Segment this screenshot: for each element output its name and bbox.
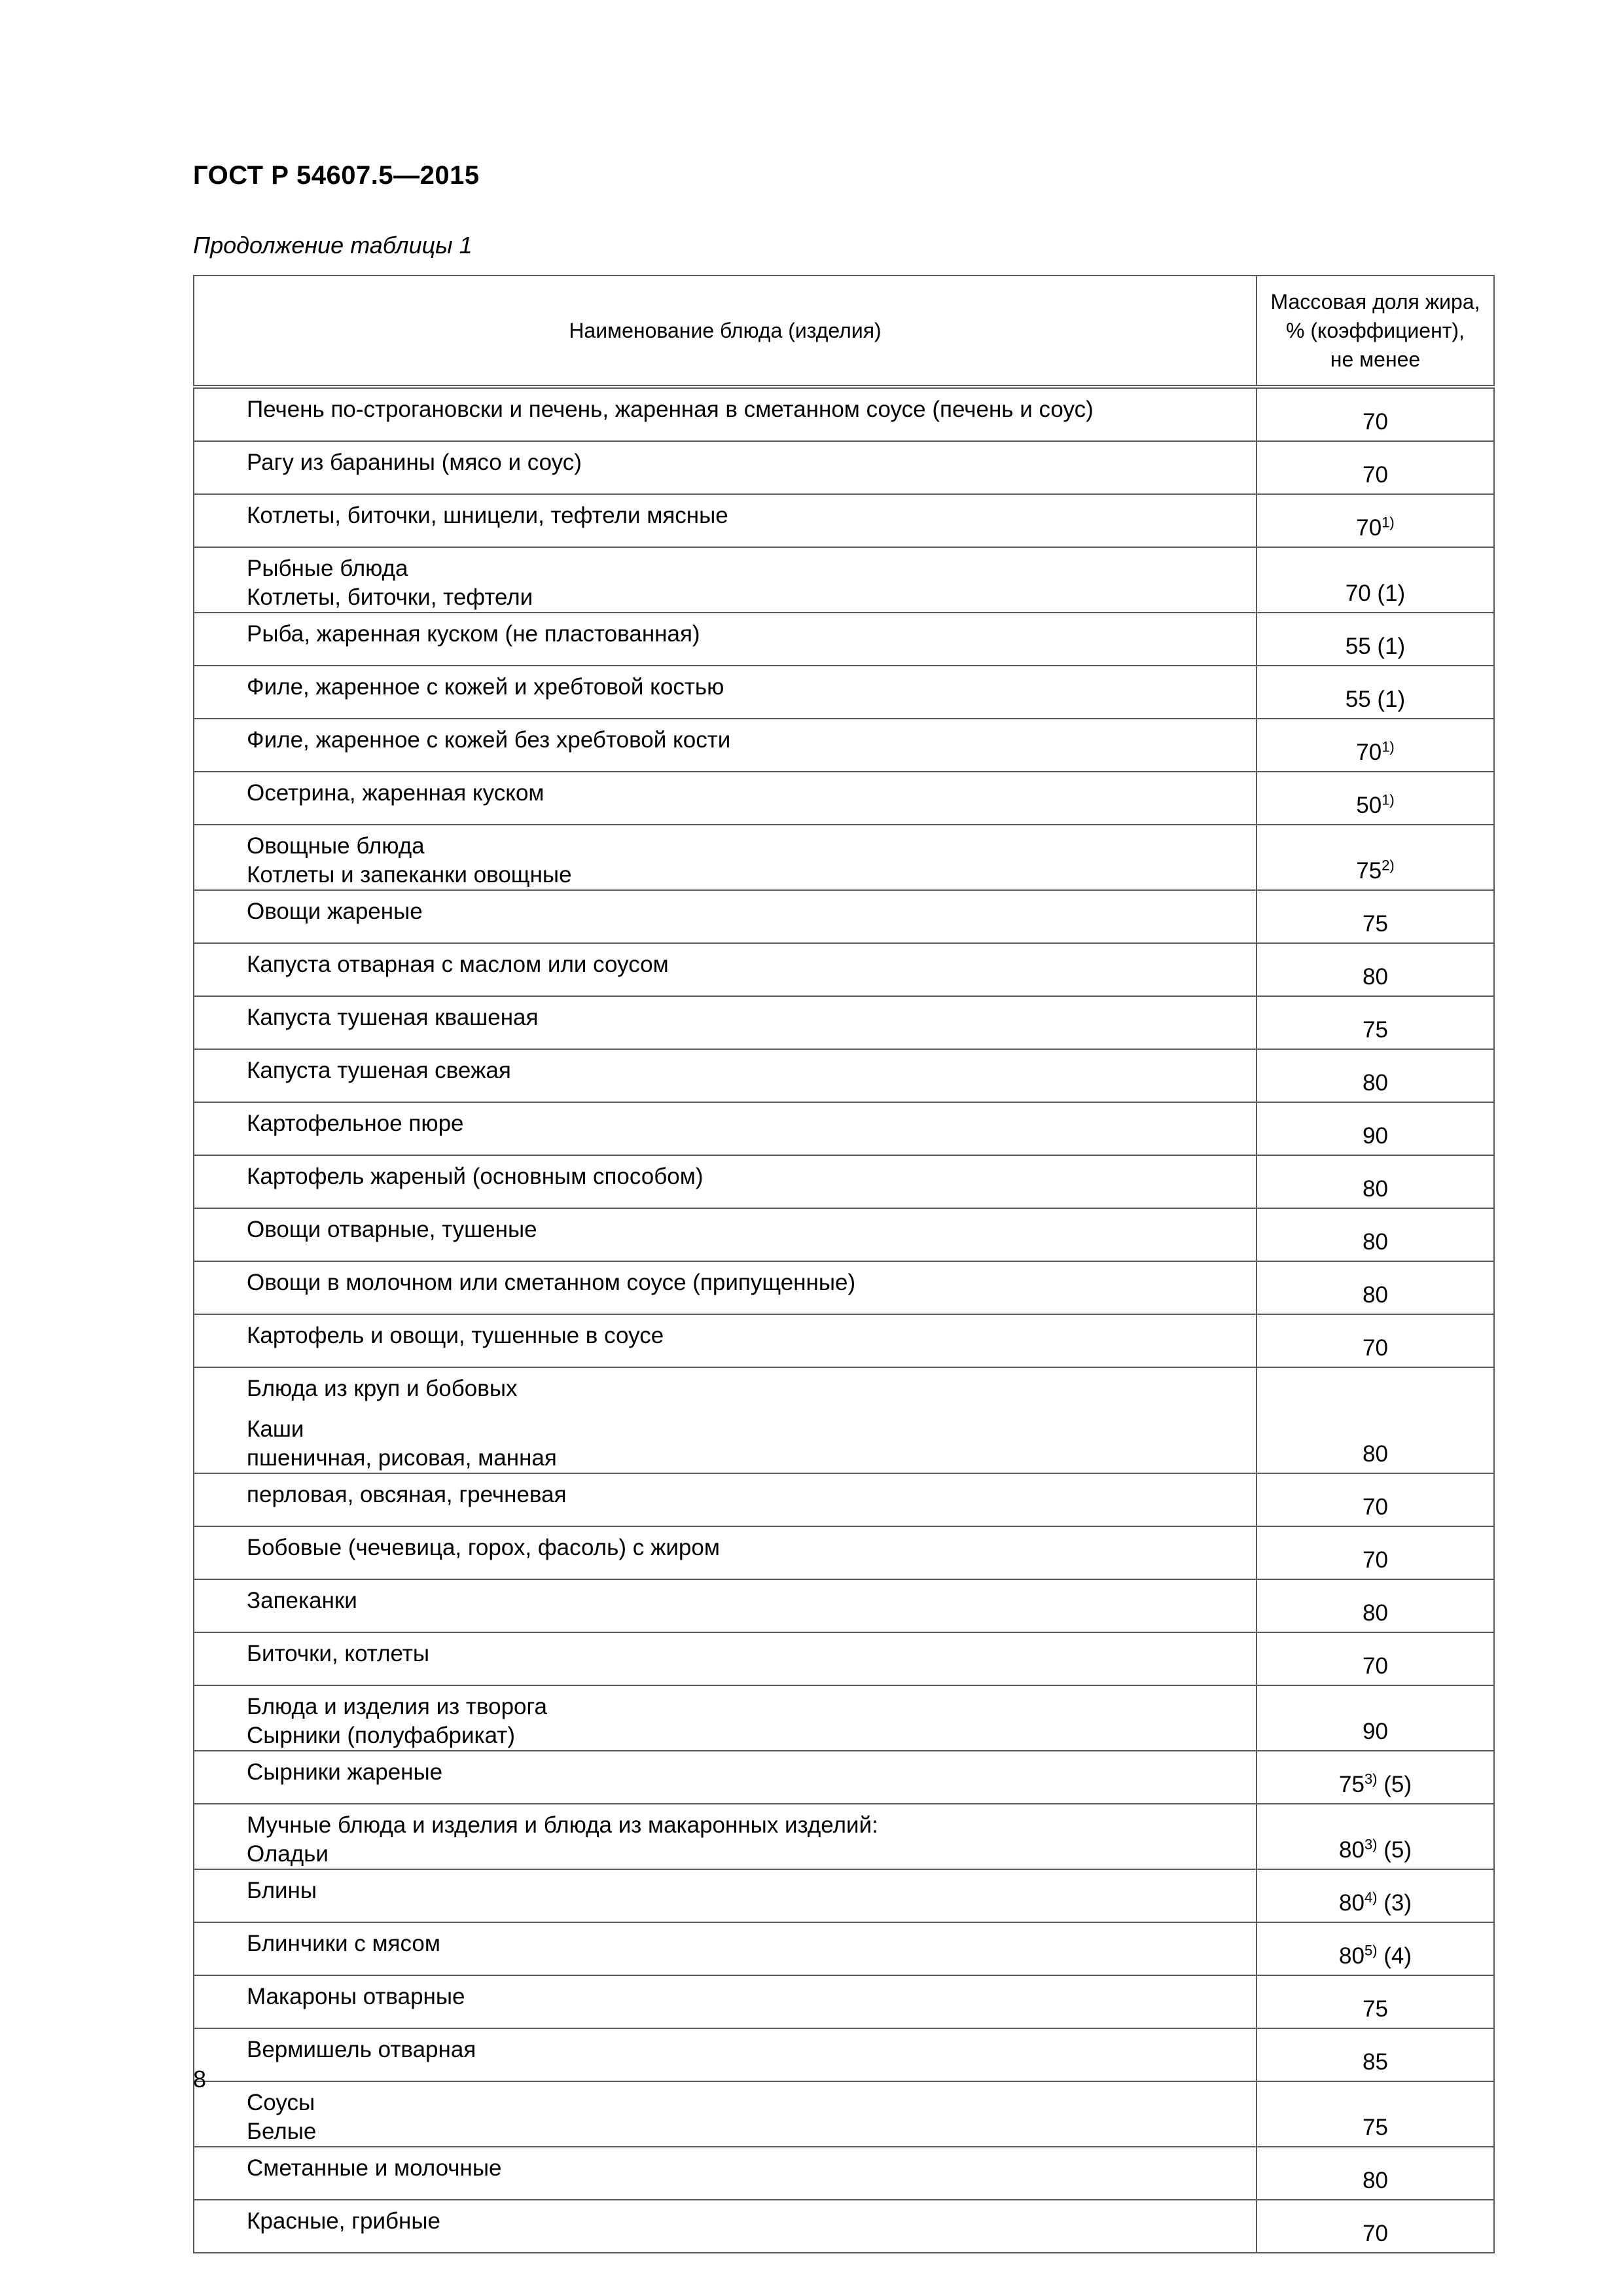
fat-value: 80 (1363, 2168, 1388, 2193)
fat-value: 70 (1363, 1653, 1388, 1679)
dish-name-cell (194, 1049, 1257, 1102)
header-fat-line: Массовая доля жира, (1270, 290, 1480, 314)
coefficient: (5) (1377, 1837, 1412, 1863)
dish-name-cell (194, 441, 1257, 494)
fat-value: 80 (1363, 1176, 1388, 1202)
dish-name-line: Сырники (полуфабрикат) (247, 1723, 515, 1748)
footnote-ref: 2) (1382, 857, 1395, 874)
table-row (194, 1208, 1494, 1261)
dish-name-line: Капуста тушеная квашеная (247, 1005, 539, 1030)
table-row (194, 1261, 1494, 1314)
table-row (194, 1579, 1494, 1632)
fat-value: 70 (1363, 409, 1388, 435)
dish-name-cell (194, 996, 1257, 1049)
fat-value: 80 (1363, 1441, 1388, 1467)
coefficient: (3) (1377, 1890, 1412, 1916)
fat-value-cell (1257, 1049, 1494, 1102)
fat-value: 75 (1339, 1772, 1364, 1797)
dish-name-line: Овощи отварные, тушеные (247, 1217, 537, 1242)
dish-name-cell (194, 890, 1257, 943)
dish-name-cell (194, 1367, 1257, 1473)
dish-name-cell (194, 387, 1257, 441)
fat-value: 80 (1339, 1943, 1364, 1969)
fat-value-cell (1257, 1975, 1494, 2028)
fat-value-cell (1257, 2028, 1494, 2081)
table-row (194, 996, 1494, 1049)
fat-value-cell (1257, 1155, 1494, 1208)
fat-value-cell (1257, 1473, 1494, 1526)
table-row (194, 772, 1494, 825)
dish-name-line: Печень по-строгановски и печень, жаренная в сметанном соусе (печень и соус) (247, 397, 1094, 422)
table-body (194, 387, 1494, 2253)
table-row (194, 1526, 1494, 1579)
table-row (194, 2028, 1494, 2081)
fat-value-cell (1257, 1632, 1494, 1685)
fat-value-cell (1257, 613, 1494, 666)
dish-name-cell (194, 1804, 1257, 1869)
table-row (194, 825, 1494, 890)
fat-value: 80 (1363, 1070, 1388, 1096)
dish-name-line: Блины (247, 1878, 317, 1903)
table-row (194, 441, 1494, 494)
fat-value: 90 (1363, 1123, 1388, 1149)
dish-name-line: Соусы (247, 2090, 315, 2115)
dish-name-cell (194, 1632, 1257, 1685)
fat-value-cell (1257, 1922, 1494, 1975)
coefficient: (4) (1377, 1943, 1412, 1969)
dish-name-line: Рыбные блюда (247, 556, 408, 581)
fat-value: 70 (1363, 462, 1388, 488)
dish-name-line: Картофельное пюре (247, 1111, 464, 1136)
dish-name-cell (194, 1155, 1257, 1208)
dish-name-cell (194, 2147, 1257, 2200)
dish-name-line: Оладьи (247, 1841, 329, 1867)
fat-value-cell (1257, 387, 1494, 441)
fat-value: 80 (1363, 1229, 1388, 1255)
footnote-ref: 1) (1382, 514, 1395, 531)
dish-name-line: Сметанные и молочные (247, 2155, 502, 2181)
fat-value: 50 (1356, 793, 1382, 818)
fat-value: 80 (1363, 1600, 1388, 1626)
fat-value: 70 (1363, 1335, 1388, 1361)
dish-name-cell (194, 1102, 1257, 1155)
table-caption: Продолжение таблицы 1 (193, 232, 473, 259)
dish-name-line: Картофель и овощи, тушенные в соусе (247, 1323, 664, 1348)
fat-value-cell (1257, 1208, 1494, 1261)
fat-value-cell (1257, 943, 1494, 996)
dish-name-line: Котлеты, биточки, тефтели (247, 584, 533, 610)
page-number: 8 (193, 2066, 207, 2092)
table-row (194, 387, 1494, 441)
dish-name-cell (194, 494, 1257, 547)
fat-value-cell (1257, 1869, 1494, 1922)
dish-name-line: Красные, грибные (247, 2208, 440, 2234)
dish-name-cell (194, 666, 1257, 719)
fat-value: 75 (1363, 2115, 1388, 2140)
dish-name-line: Биточки, котлеты (247, 1641, 429, 1666)
table-row (194, 1869, 1494, 1922)
fat-value-cell (1257, 2200, 1494, 2253)
fat-value: 70 (1363, 2221, 1388, 2246)
dish-name-cell (194, 1975, 1257, 2028)
table-row (194, 1102, 1494, 1155)
dish-name-line: Осетрина, жаренная куском (247, 780, 544, 806)
table-row (194, 1975, 1494, 2028)
fat-value: 70 (1356, 515, 1382, 541)
dish-name-line: пшеничная, рисовая, манная (247, 1445, 557, 1471)
fat-value-cell (1257, 719, 1494, 772)
table-row (194, 719, 1494, 772)
dish-name-cell (194, 943, 1257, 996)
table-row (194, 494, 1494, 547)
fat-value: 75 (1363, 1996, 1388, 2022)
header-fat-line: не менее (1330, 348, 1421, 371)
footnote-ref: 1) (1382, 791, 1395, 808)
dish-name-line: Овощи в молочном или сметанном соусе (припущенные) (247, 1270, 856, 1295)
dish-name-cell (194, 1473, 1257, 1526)
dish-name-line: Вермишель отварная (247, 2037, 476, 2062)
footnote-ref: 5) (1364, 1942, 1378, 1959)
fat-value: 55 (1) (1345, 687, 1406, 712)
fat-value: 80 (1363, 1282, 1388, 1308)
table-row (194, 2081, 1494, 2147)
fat-value-cell (1257, 1102, 1494, 1155)
table-row (194, 1049, 1494, 1102)
dish-name-cell (194, 613, 1257, 666)
footnote-ref: 3) (1364, 1770, 1378, 1787)
footnote-ref: 3) (1364, 1836, 1378, 1853)
fat-value: 80 (1339, 1837, 1364, 1863)
dish-name-cell (194, 2028, 1257, 2081)
dish-name-line: Белые (247, 2119, 317, 2144)
dish-name-line: Блюда из круп и бобовых (247, 1376, 518, 1401)
dish-name-cell (194, 1526, 1257, 1579)
fat-value-cell (1257, 1685, 1494, 1751)
table-row (194, 1685, 1494, 1751)
dish-name-line: Котлеты и запеканки овощные (247, 862, 572, 888)
fat-value-cell (1257, 772, 1494, 825)
fat-value-cell (1257, 1367, 1494, 1473)
table-row (194, 1314, 1494, 1367)
fat-value: 80 (1363, 964, 1388, 990)
fat-value: 75 (1363, 911, 1388, 937)
fat-value: 80 (1339, 1890, 1364, 1916)
header-dish-name: Наименование блюда (изделия) (194, 276, 1257, 387)
dish-name-line: Овощи жареные (247, 899, 423, 924)
document-title: ГОСТ Р 54607.5—2015 (193, 161, 480, 190)
dish-name-line: Блинчики с мясом (247, 1931, 440, 1956)
table-row (194, 1804, 1494, 1869)
dish-name-line: Котлеты, биточки, шницели, тефтели мясные (247, 503, 728, 528)
fat-value-cell (1257, 1261, 1494, 1314)
dish-name-line: Каши (247, 1416, 304, 1442)
table-row (194, 890, 1494, 943)
fat-value: 70 (1356, 740, 1382, 765)
dish-name-line: Бобовые (чечевица, горох, фасоль) с жиром (247, 1535, 720, 1560)
dish-name-cell (194, 719, 1257, 772)
fat-value: 75 (1363, 1017, 1388, 1043)
header-fat-fraction (1257, 276, 1494, 387)
dish-name-line: Филе, жаренное с кожей без хребтовой кости (247, 727, 731, 753)
dish-name-line: Блюда и изделия из творога (247, 1694, 547, 1719)
dish-name-line: Мучные блюда и изделия и блюда из макаронных изделий: (247, 1812, 878, 1838)
fat-value: 55 (1) (1345, 634, 1406, 659)
coefficient: (5) (1377, 1772, 1412, 1797)
dish-name-cell (194, 1685, 1257, 1751)
dish-name-line: Макароны отварные (247, 1984, 465, 2009)
table-row (194, 1155, 1494, 1208)
fat-value-cell (1257, 2081, 1494, 2147)
dish-name-cell (194, 1922, 1257, 1975)
dish-name-line: Запеканки (247, 1588, 357, 1613)
footnote-ref: 1) (1382, 738, 1395, 755)
dish-name-cell (194, 2081, 1257, 2147)
dish-name-line: Капуста тушеная свежая (247, 1058, 511, 1083)
dish-name-cell (194, 1869, 1257, 1922)
dish-name-line: Овощные блюда (247, 833, 425, 859)
table-row (194, 547, 1494, 613)
table-row (194, 1632, 1494, 1685)
dish-name-line: Рыба, жаренная куском (не пластованная) (247, 621, 700, 647)
dish-name-line: Рагу из баранины (мясо и соус) (247, 450, 582, 475)
table-row (194, 1751, 1494, 1804)
dish-name-cell (194, 547, 1257, 613)
dish-name-line: Капуста отварная с маслом или соусом (247, 952, 669, 977)
fat-value-cell (1257, 1579, 1494, 1632)
header-fat-line: % (коэффициент), (1286, 319, 1465, 342)
fat-value: 70 (1363, 1547, 1388, 1573)
table-row (194, 1922, 1494, 1975)
dish-name-cell (194, 825, 1257, 890)
dish-name-cell (194, 772, 1257, 825)
fat-value-cell (1257, 441, 1494, 494)
fat-value-cell (1257, 996, 1494, 1049)
dish-name-cell (194, 1261, 1257, 1314)
fat-value: 90 (1363, 1719, 1388, 1744)
fat-value-cell (1257, 1526, 1494, 1579)
dish-name-cell (194, 1579, 1257, 1632)
fat-value-cell (1257, 1751, 1494, 1804)
fat-value-cell (1257, 547, 1494, 613)
dish-name-cell (194, 1314, 1257, 1367)
fat-value-cell (1257, 666, 1494, 719)
fat-value-cell (1257, 1804, 1494, 1869)
dish-name-line: перловая, овсяная, гречневая (247, 1482, 567, 1507)
fat-value: 75 (1356, 858, 1382, 884)
table-row (194, 666, 1494, 719)
fat-value-cell (1257, 1314, 1494, 1367)
fat-value-cell (1257, 825, 1494, 890)
fat-value: 70 (1363, 1494, 1388, 1520)
table-row (194, 1473, 1494, 1526)
footnote-ref: 4) (1364, 1889, 1378, 1906)
table-row (194, 613, 1494, 666)
dish-name-cell (194, 2200, 1257, 2253)
dish-name-line: Филе, жаренное с кожей и хребтовой костью (247, 674, 724, 700)
fat-content-table (193, 275, 1495, 2253)
fat-value-cell (1257, 890, 1494, 943)
table-row (194, 2147, 1494, 2200)
table-row (194, 1367, 1494, 1473)
table-row (194, 943, 1494, 996)
fat-value: 70 (1) (1345, 581, 1406, 606)
fat-value-cell (1257, 2147, 1494, 2200)
table-row (194, 2200, 1494, 2253)
fat-value: 85 (1363, 2049, 1388, 2075)
dish-name-line: Сырники жареные (247, 1759, 443, 1785)
table-header-row (194, 276, 1494, 387)
dish-name-cell (194, 1751, 1257, 1804)
dish-name-line: Картофель жареный (основным способом) (247, 1164, 704, 1189)
fat-value-cell (1257, 494, 1494, 547)
dish-name-cell (194, 1208, 1257, 1261)
